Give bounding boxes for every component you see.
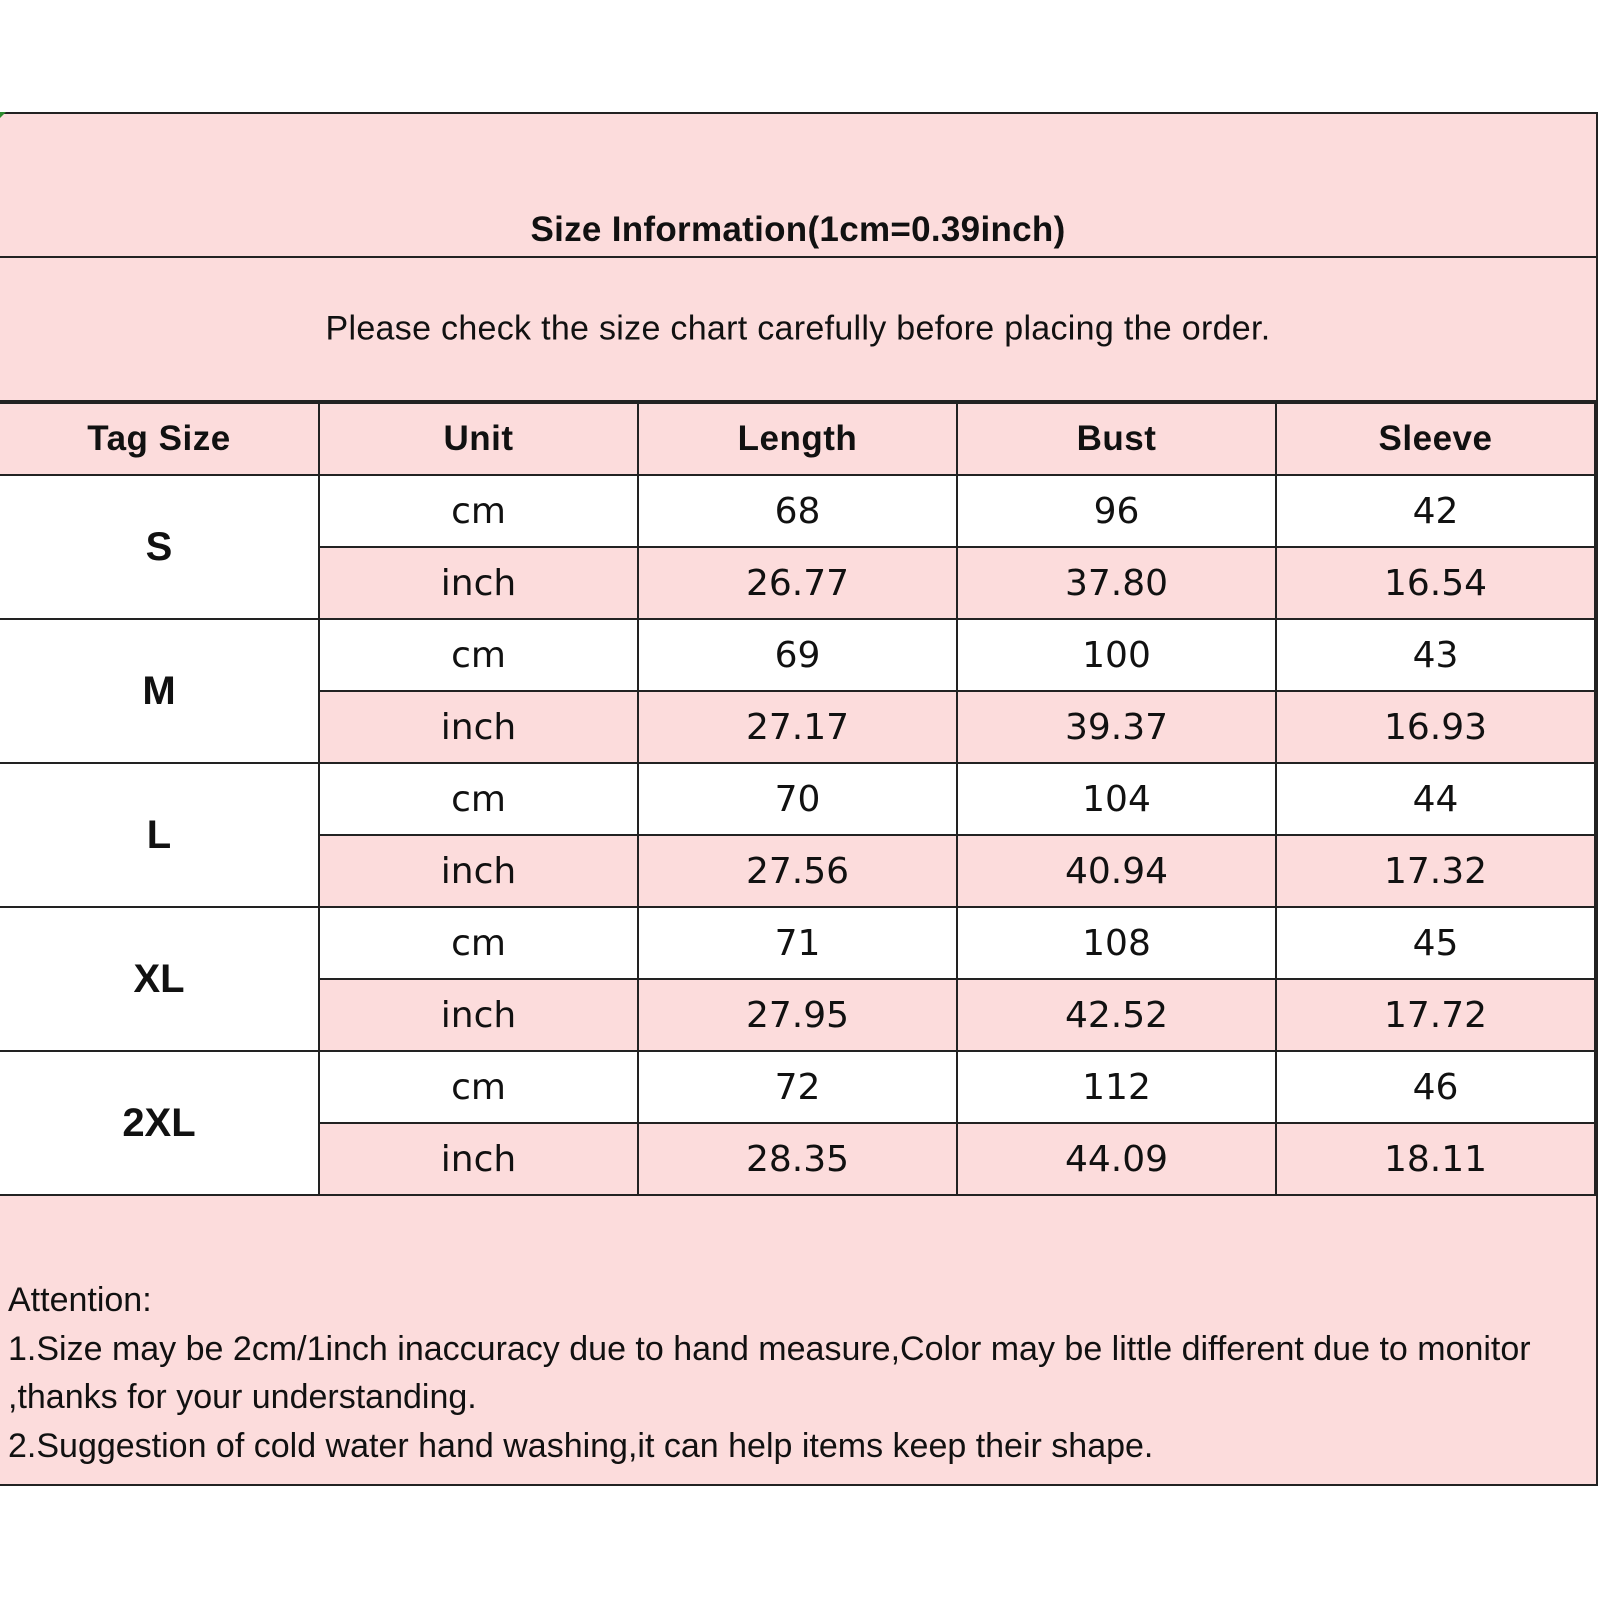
- sleeve-cell: 16.54: [1276, 547, 1595, 619]
- attention-heading: Attention:: [8, 1281, 152, 1319]
- tag-size-cell: L: [0, 763, 319, 907]
- size-chart-sheet: [0, 112, 1598, 1486]
- tag-size-cell: S: [0, 475, 319, 619]
- notice-text: Please check the size chart carefully before placing the order.: [325, 309, 1271, 348]
- attention-line-1: 1.Size may be 2cm/1inch inaccuracy due to hand measure,Color may be little different due to monitor ,thanks for your understanding.: [8, 1329, 1531, 1416]
- header-sleeve: Sleeve: [1276, 403, 1595, 475]
- table-row: [0, 907, 1595, 979]
- length-cell: 72: [638, 1051, 957, 1123]
- attention-line-2: 2.Suggestion of cold water hand washing,it can help items keep their shape.: [8, 1426, 1154, 1465]
- unit-cell: inch: [319, 691, 638, 763]
- size-table: [0, 402, 1596, 1196]
- unit-cell: inch: [319, 979, 638, 1051]
- bust-cell: 42.52: [957, 979, 1276, 1051]
- table-header-row: [0, 403, 1595, 475]
- sleeve-cell: 42: [1276, 475, 1595, 547]
- bust-cell: 37.80: [957, 547, 1276, 619]
- unit-cell: inch: [319, 547, 638, 619]
- tag-size-cell: M: [0, 619, 319, 763]
- notice-band: [0, 258, 1596, 402]
- title-band: [0, 114, 1596, 258]
- table-row: [0, 763, 1595, 835]
- bust-cell: 100: [957, 619, 1276, 691]
- bust-cell: 112: [957, 1051, 1276, 1123]
- length-cell: 68: [638, 475, 957, 547]
- sleeve-cell: 16.93: [1276, 691, 1595, 763]
- tag-size-cell: XL: [0, 907, 319, 1051]
- sleeve-cell: 18.11: [1276, 1123, 1595, 1195]
- bust-cell: 39.37: [957, 691, 1276, 763]
- length-cell: 27.17: [638, 691, 957, 763]
- header-tag-size: Tag Size: [0, 403, 319, 475]
- bust-cell: 96: [957, 475, 1276, 547]
- unit-cell: inch: [319, 835, 638, 907]
- length-cell: 27.95: [638, 979, 957, 1051]
- length-cell: 71: [638, 907, 957, 979]
- tag-size-cell: 2XL: [0, 1051, 319, 1195]
- bust-cell: 108: [957, 907, 1276, 979]
- table-row: [0, 475, 1595, 547]
- unit-cell: cm: [319, 907, 638, 979]
- unit-cell: inch: [319, 1123, 638, 1195]
- unit-cell: cm: [319, 475, 638, 547]
- length-cell: 26.77: [638, 547, 957, 619]
- unit-cell: cm: [319, 1051, 638, 1123]
- sleeve-cell: 46: [1276, 1051, 1595, 1123]
- sleeve-cell: 17.72: [1276, 979, 1595, 1051]
- header-unit: Unit: [319, 403, 638, 475]
- bust-cell: 40.94: [957, 835, 1276, 907]
- header-bust: Bust: [957, 403, 1276, 475]
- length-cell: 70: [638, 763, 957, 835]
- unit-cell: cm: [319, 763, 638, 835]
- attention-notes: [8, 1276, 1576, 1470]
- length-cell: 27.56: [638, 835, 957, 907]
- sleeve-cell: 44: [1276, 763, 1595, 835]
- sleeve-cell: 17.32: [1276, 835, 1595, 907]
- corner-mark: [0, 112, 6, 118]
- sleeve-cell: 45: [1276, 907, 1595, 979]
- bust-cell: 44.09: [957, 1123, 1276, 1195]
- bust-cell: 104: [957, 763, 1276, 835]
- sleeve-cell: 43: [1276, 619, 1595, 691]
- header-length: Length: [638, 403, 957, 475]
- unit-cell: cm: [319, 619, 638, 691]
- table-row: [0, 1051, 1595, 1123]
- page-title: Size Information(1cm=0.39inch): [530, 210, 1066, 249]
- table-row: [0, 619, 1595, 691]
- length-cell: 69: [638, 619, 957, 691]
- length-cell: 28.35: [638, 1123, 957, 1195]
